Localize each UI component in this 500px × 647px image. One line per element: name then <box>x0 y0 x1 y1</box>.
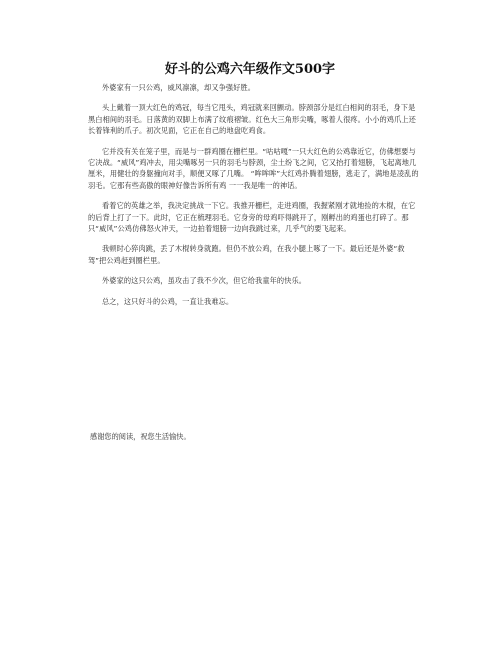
paragraph-7: 总之，这只好斗的公鸡，一直让我难忘。 <box>102 296 234 306</box>
closing-note: 感谢您的阅读，祝您生活愉快。 <box>90 432 191 441</box>
paragraph-6: 外婆家的这只公鸡，虽攻击了我不少次，但它给我童年的快乐。 <box>102 276 307 286</box>
document-title: 好斗的公鸡六年级作文500字 <box>164 62 336 77</box>
paragraph-5: 我顿时心猝肉跳，丢了木棍转身就跑。但仍不放公鸡，在我小腿上啄了一下。最后还是外婆“救驾”把公鸡赶到圈栏里。 <box>88 244 405 265</box>
paragraph-4: 看着它的英雄之举，我决定挑战一下它。我推开栅栏，走进鸡圈，我握紧刚才就地捡的木棍，在它的后背上打了一下。此时，它正在梳理羽毛。它身旁的母鸡吓得跳开了，刚孵出的鸡蛋也打碎了。那只“威风”公鸡仿佛怒火冲天，一边拍着翅膀一边向我跳过来，几乎气的要飞起来。 <box>88 201 416 234</box>
paragraph-2: 头上戴着一顶大红色的鸡冠，每当它甩头，鸡冠就来回颤动。脖颈部分是红白相间的羽毛，身下是黑白相间的羽毛。日落黄的双脚上布满了纹痕褶皱。红色大三角形尖嘴，啄着人很疼。小小的鸡爪上还长着锋利的爪子。初次见面，它正在自己的地盘吃鸡食。 <box>88 103 416 136</box>
paragraph-1: 外婆家有一只公鸡，威风凛凛，却又争强好胜。 <box>102 83 256 92</box>
document-body <box>88 82 422 316</box>
paragraph-3: 它并没有关在笼子里，而是与一群鸡圈在栅栏里。“咕咕嘎”一只大红色的公鸡靠近它，仿佛想要与它决战。“威风”鸡冲去，用尖嘴啄另一只的羽毛与脖颈，尘土纷飞之间，它又抬打着翅膀，飞起离地几厘米，用健壮的身躯撞向对手，顺便又啄了几嘴。 “哞哞哞”大红鸡扑腾着翅膀，逃走了，满地是凌乱的羽毛。它那有些高傲的眼神好像告诉所有鸡 一一我是唯一的神话。 <box>88 146 419 190</box>
